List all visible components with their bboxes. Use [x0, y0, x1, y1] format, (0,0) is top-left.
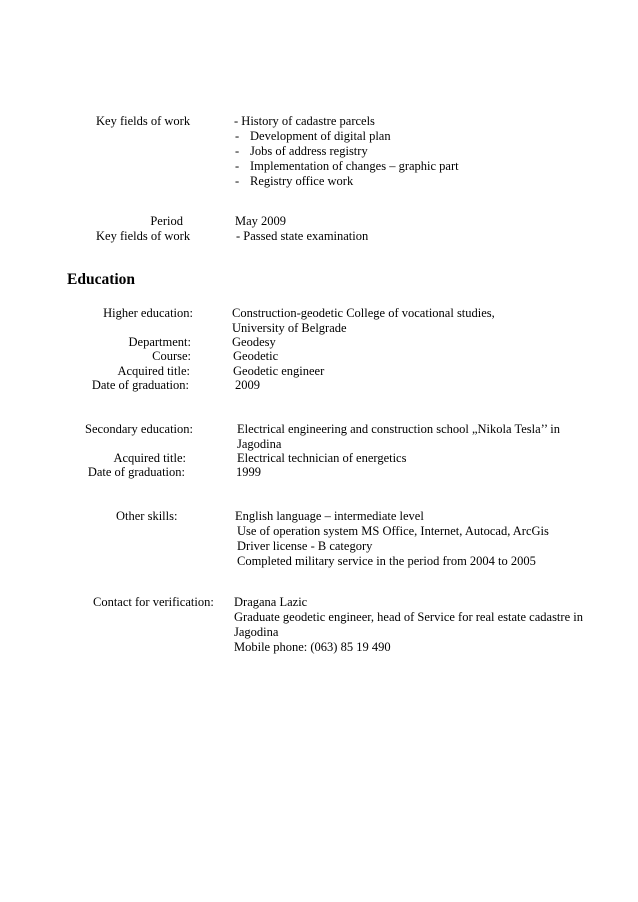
key-fields-label-2: Key fields of work: [96, 229, 191, 243]
skill-line: Use of operation system MS Office, Internet, Autocad, ArcGis: [237, 524, 549, 538]
contact-line: Graduate geodetic engineer, head of Service for real estate cadastre in: [234, 610, 583, 624]
graduation-date-value: 2009: [235, 378, 260, 392]
period-value: May 2009: [235, 214, 287, 228]
other-skills-label: Other skills:: [116, 509, 178, 523]
secondary-education-line: Electrical engineering and construction school „Nikola Tesla’’ in: [237, 422, 560, 436]
skill-line: English language – intermediate level: [235, 509, 424, 523]
other-skills-list: [235, 509, 549, 569]
secondary-education-line: Jagodina: [237, 437, 282, 451]
skill-line: Completed military service in the period from 2004 to 2005: [237, 554, 536, 568]
list-item: - Jobs of address registry: [234, 144, 459, 159]
key-fields-items: [234, 129, 459, 189]
higher-education-value: [232, 306, 495, 336]
department-label: Department:: [128, 335, 191, 349]
acquired-title-value: Geodetic engineer: [233, 364, 325, 378]
list-item: - Registry office work: [234, 174, 459, 189]
contact-line: Mobile phone: (063) 85 19 490: [234, 640, 391, 654]
contact-label: Contact for verification:: [93, 595, 214, 609]
acquired-title-label: Acquired title:: [117, 364, 190, 378]
contact-line: Jagodina: [234, 625, 279, 639]
course-label: Course:: [152, 349, 191, 363]
contact-line: Dragana Lazic: [234, 595, 308, 609]
secondary-education-value: [237, 422, 560, 452]
contact-details: [234, 595, 583, 655]
graduation-date-value-2: 1999: [236, 465, 261, 479]
acquired-title-value-2: Electrical technician of energetics: [237, 451, 407, 465]
higher-education-line: Construction-geodetic College of vocational studies,: [232, 306, 495, 320]
key-fields-value-2: - Passed state examination: [236, 229, 369, 243]
period-label: Period: [150, 214, 183, 228]
key-fields-label: Key fields of work: [96, 114, 191, 128]
key-fields-first-item: - History of cadastre parcels: [234, 114, 375, 128]
section-heading-education: Education: [67, 271, 136, 288]
acquired-title-label-2: Acquired title:: [113, 451, 186, 465]
list-item: - Implementation of changes – graphic part: [234, 159, 459, 174]
key-fields-list: [234, 114, 459, 189]
list-item: - Development of digital plan: [234, 129, 459, 144]
higher-education-label: Higher education:: [103, 306, 193, 320]
higher-education-line: University of Belgrade: [232, 321, 347, 335]
graduation-date-label-2: Date of graduation:: [87, 465, 185, 479]
course-value: Geodetic: [233, 349, 279, 363]
skill-line: Driver license - B category: [237, 539, 373, 553]
graduation-date-label: Date of graduation:: [91, 378, 189, 392]
department-value: Geodesy: [232, 335, 276, 349]
secondary-education-label: Secondary education:: [85, 422, 193, 436]
